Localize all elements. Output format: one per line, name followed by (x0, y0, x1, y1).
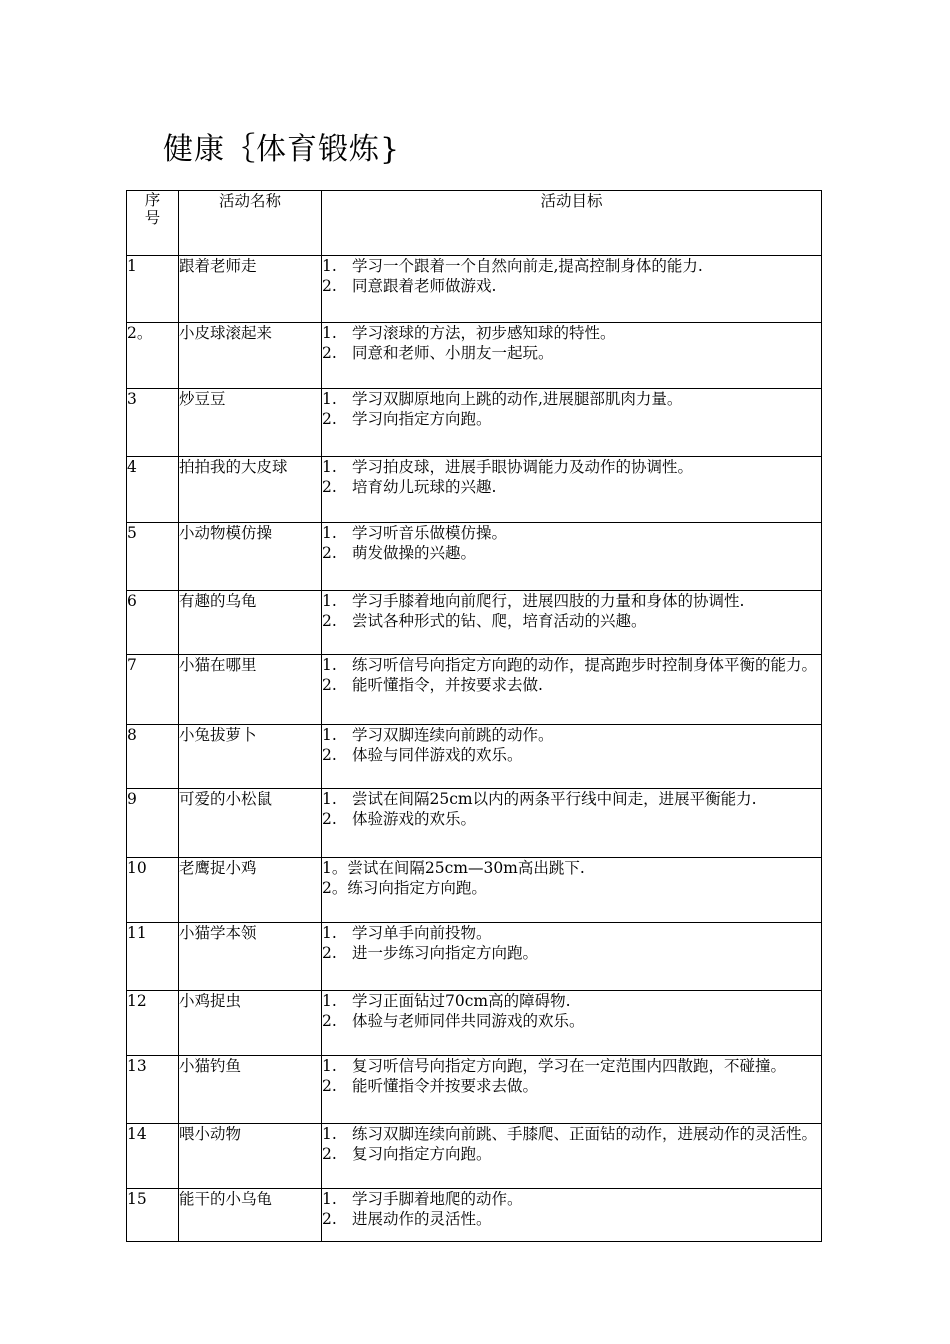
row-number: 1 (127, 256, 179, 323)
goal-number: 2. (322, 810, 337, 828)
table-row (127, 655, 822, 725)
activity-name: 小猫钓鱼 (179, 1056, 322, 1124)
table-row (127, 858, 822, 923)
table-row (127, 523, 822, 591)
goal-item: 1。尝试在间隔25cm—30m高出跳下. (322, 859, 585, 877)
goal-item (322, 809, 821, 829)
activity-goals (322, 591, 822, 655)
goal-item (322, 323, 821, 343)
activity-goals (322, 457, 822, 523)
goal-item (322, 655, 821, 675)
goal-number: 2. (322, 1145, 337, 1163)
goal-text: 练习听信号向指定方向跑的动作，提高跑步时控制身体平衡的能力。 (352, 656, 818, 674)
goal-number: 2. (322, 344, 337, 362)
goal-number: 1. (322, 390, 337, 408)
goal-number: 2. (322, 746, 337, 764)
goal-text: 萌发做操的兴趣。 (352, 544, 477, 562)
goal-item (322, 675, 821, 695)
goal-text: 培育幼儿玩球的兴趣. (352, 478, 497, 496)
goal-item (322, 1144, 821, 1164)
activity-name: 小猫学本领 (179, 923, 322, 991)
activity-goals (322, 923, 822, 991)
row-number: 4 (127, 457, 179, 523)
goal-item (322, 1189, 821, 1209)
goal-text: 学习双脚连续向前跳的动作。 (352, 726, 554, 744)
activity-goals (322, 389, 822, 457)
row-number: 6 (127, 591, 179, 655)
row-number: 8 (127, 725, 179, 789)
goal-number: 2. (322, 1012, 337, 1030)
goal-item (322, 591, 821, 611)
table-row (127, 923, 822, 991)
goal-text: 同意跟着老师做游戏. (352, 277, 497, 295)
goal-text: 学习滚球的方法，初步感知球的特性。 (352, 324, 616, 342)
goal-item (322, 389, 821, 409)
goal-item (322, 343, 821, 363)
table-row (127, 789, 822, 858)
row-number: 9 (127, 789, 179, 858)
table-row (127, 457, 822, 523)
header-number: 序号 (127, 191, 179, 256)
goal-text: 进一步练习向指定方向跑。 (352, 944, 539, 962)
goal-text: 复习向指定方向跑。 (352, 1145, 492, 1163)
goal-number: 1. (322, 1190, 337, 1208)
goal-text: 能听懂指令并按要求去做。 (352, 1077, 539, 1095)
goal-item: 2。练习向指定方向跑。 (322, 879, 487, 897)
activity-name: 炒豆豆 (179, 389, 322, 457)
goal-item (322, 1209, 821, 1229)
table-row (127, 1189, 822, 1242)
goal-number: 1. (322, 1057, 337, 1075)
activity-goals (322, 323, 822, 389)
activity-name: 小皮球滚起来 (179, 323, 322, 389)
goal-item (322, 409, 821, 429)
goal-item (322, 543, 821, 563)
goal-number: 2. (322, 612, 337, 630)
activity-name: 小兔拔萝卜 (179, 725, 322, 789)
goal-text: 学习手膝着地向前爬行，进展四肢的力量和身体的协调性. (352, 592, 745, 610)
activity-goals (322, 1056, 822, 1124)
goal-number: 1. (322, 992, 337, 1010)
activity-goals (322, 523, 822, 591)
activity-name: 可爱的小松鼠 (179, 789, 322, 858)
goal-item (322, 1011, 821, 1031)
goal-number: 2. (322, 676, 337, 694)
table-row (127, 256, 822, 323)
row-number: 14 (127, 1124, 179, 1189)
document-title: 健康｛体育锻炼} (163, 132, 401, 167)
goal-item (322, 1076, 821, 1096)
activity-name: 喂小动物 (179, 1124, 322, 1189)
activity-name: 跟着老师走 (179, 256, 322, 323)
table-row (127, 1056, 822, 1124)
goal-number: 2. (322, 410, 337, 428)
goal-text: 进展动作的灵活性。 (352, 1210, 492, 1228)
goal-text: 复习听信号向指定方向跑，学习在一定范围内四散跑，不碰撞。 (352, 1057, 787, 1075)
goal-number: 2. (322, 544, 337, 562)
activity-goals (322, 725, 822, 789)
goal-text: 学习单手向前投物。 (352, 924, 492, 942)
goal-number: 2. (322, 944, 337, 962)
goal-item (322, 1124, 821, 1144)
goal-item (322, 943, 821, 963)
goal-item (322, 611, 821, 631)
row-number: 12 (127, 991, 179, 1056)
goal-text: 体验与同伴游戏的欢乐。 (352, 746, 523, 764)
activity-name: 能干的小乌龟 (179, 1189, 322, 1242)
activity-goals (322, 991, 822, 1056)
goal-number: 1. (322, 257, 337, 275)
table-row (127, 1124, 822, 1189)
table-row (127, 725, 822, 789)
activity-name: 老鹰捉小鸡 (179, 858, 322, 923)
goal-number: 2. (322, 478, 337, 496)
goal-text: 学习向指定方向跑。 (352, 410, 492, 428)
goal-number: 1. (322, 524, 337, 542)
activity-name: 小动物模仿操 (179, 523, 322, 591)
activity-goals (322, 1124, 822, 1189)
header-activity-goal: 活动目标 (322, 191, 822, 256)
goal-text: 尝试在间隔25cm以内的两条平行线中间走，进展平衡能力. (352, 790, 757, 808)
goal-item (322, 477, 821, 497)
table-row (127, 591, 822, 655)
goal-text: 学习拍皮球，进展手眼协调能力及动作的协调性。 (352, 458, 694, 476)
row-number: 10 (127, 858, 179, 923)
goal-number: 1. (322, 458, 337, 476)
goal-item (322, 991, 821, 1011)
goal-text: 练习双脚连续向前跳、手膝爬、正面钻的动作，进展动作的灵活性。 (352, 1125, 818, 1143)
goal-number: 2. (322, 277, 337, 295)
activity-goals (322, 858, 822, 923)
goal-text: 学习听音乐做模仿操。 (352, 524, 508, 542)
goal-item (322, 1056, 821, 1076)
goal-number: 1. (322, 924, 337, 942)
goal-number: 1. (322, 726, 337, 744)
goal-number: 1. (322, 324, 337, 342)
goal-text: 体验与老师同伴共同游戏的欢乐。 (352, 1012, 585, 1030)
table-row (127, 991, 822, 1056)
activity-table (126, 190, 822, 1242)
activity-goals (322, 1189, 822, 1242)
goal-number: 1. (322, 592, 337, 610)
row-number: 11 (127, 923, 179, 991)
goal-item (322, 276, 821, 296)
table-row (127, 389, 822, 457)
activity-goals (322, 655, 822, 725)
goal-item (322, 256, 821, 276)
goal-number: 2. (322, 1210, 337, 1228)
row-number: 5 (127, 523, 179, 591)
activity-name: 小鸡捉虫 (179, 991, 322, 1056)
goal-item (322, 523, 821, 543)
goal-text: 尝试各种形式的钻、爬，培育活动的兴趣。 (352, 612, 647, 630)
row-number: 13 (127, 1056, 179, 1124)
table-header-row (127, 191, 822, 256)
goal-text: 同意和老师、小朋友一起玩。 (352, 344, 554, 362)
goal-item (322, 725, 821, 745)
goal-item (322, 457, 821, 477)
row-number: 7 (127, 655, 179, 725)
activity-name: 拍拍我的大皮球 (179, 457, 322, 523)
goal-number: 1. (322, 656, 337, 674)
goal-item (322, 923, 821, 943)
goal-number: 2. (322, 1077, 337, 1095)
activity-name: 小猫在哪里 (179, 655, 322, 725)
row-number: 15 (127, 1189, 179, 1242)
goal-text: 体验游戏的欢乐。 (352, 810, 477, 828)
goal-number: 1. (322, 790, 337, 808)
goal-text: 学习双脚原地向上跳的动作,进展腿部肌肉力量。 (352, 390, 683, 408)
row-number: 2。 (127, 323, 179, 389)
row-number: 3 (127, 389, 179, 457)
header-activity-name: 活动名称 (179, 191, 322, 256)
goal-number: 1. (322, 1125, 337, 1143)
goal-text: 学习手脚着地爬的动作。 (352, 1190, 523, 1208)
activity-name: 有趣的乌龟 (179, 591, 322, 655)
activity-goals (322, 256, 822, 323)
goal-text: 能听懂指令，并按要求去做. (352, 676, 543, 694)
activity-goals (322, 789, 822, 858)
goal-text: 学习一个跟着一个自然向前走,提高控制身体的能力. (352, 257, 703, 275)
goal-text: 学习正面钻过70cm高的障碍物. (352, 992, 571, 1010)
table-row (127, 323, 822, 389)
goal-item (322, 745, 821, 765)
goal-item (322, 789, 821, 809)
